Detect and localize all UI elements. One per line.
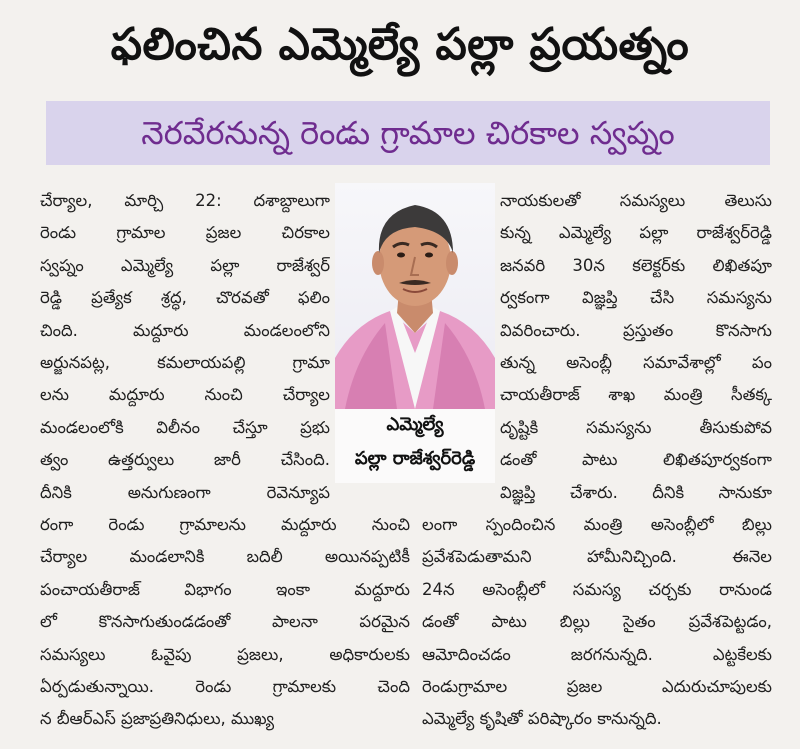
text-line: రెండుగ్రామాల ప్రజల ఎదురుచూపులకు bbox=[422, 676, 772, 696]
text-line: స్వప్నం ఎమ్మెల్యే పల్లా రాజేశ్వర్‌ bbox=[40, 255, 330, 275]
text-line: జనవరి 30న కలెక్టర్‌కు లిఖితపూ bbox=[500, 255, 772, 275]
text-line: కున్న ఎమ్మెల్యే పల్లా రాజేశ్వర్‌రెడ్డి bbox=[500, 223, 772, 243]
text-line: ఎమ్మెల్యే కృషితో పరిష్కారం కానున్నది. bbox=[422, 709, 662, 729]
photo-caption-line1: ఎమ్మెల్యే bbox=[386, 414, 444, 435]
text-line: డంతో పాటు లిఖితపూర్వకంగా bbox=[500, 450, 772, 470]
text-line: పంచాయతీరాజ్‌ విభాగం ఇంకా మద్దూరు bbox=[40, 579, 410, 599]
mla-photo bbox=[335, 183, 495, 409]
text-line: లంగా స్పందించిన మంత్రి అసెంబ్లీలో బిల్లు bbox=[422, 515, 772, 534]
subheadline: నెరవేరనున్న రెండు గ్రామాల చిరకాల స్వప్నం bbox=[141, 114, 675, 152]
text-line: వివరించారు. ప్రస్తుతం కొనసాగు bbox=[500, 320, 772, 340]
text-line: ర్వకంగా విజ్ఞప్తి చేసి సమస్యను bbox=[500, 288, 772, 308]
article-left-column bbox=[40, 185, 330, 509]
text-line: నాయకులతో సమస్యలు తెలుసు bbox=[500, 191, 772, 210]
text-line: అర్జునపట్ల, కమలాయపల్లి గ్రామా bbox=[40, 352, 330, 372]
text-line: ఆమోదించడం జరగనున్నది. ఎట్టకేలకు bbox=[422, 644, 772, 664]
text-line: లను మద్దూరు నుంచి చేర్యాల bbox=[40, 385, 330, 405]
text-line: సమస్యలు ఓవైపు ప్రజలు, అధికారులకు bbox=[40, 644, 410, 664]
mla-portrait-image bbox=[335, 183, 495, 409]
text-line: ప్రవేశపెడుతామని హామీనిచ్చింది. ఈనెల bbox=[422, 547, 772, 567]
text-line: లో కొనసాగుతుండడంతో పాలనా పరమైన bbox=[40, 612, 410, 632]
text-line: చేర్యాల, మార్చి 22: దశాబ్దాలుగా bbox=[40, 191, 330, 210]
text-line: 24న అసెంబ్లీలో సమస్య చర్చకు రానుండ bbox=[422, 579, 772, 599]
text-line: రెడ్డి ప్రత్యేక శ్రద్ధ, చొరవతో ఫలిం bbox=[40, 288, 330, 308]
photo-caption-line2: పల్లా రాజేశ్వర్‌రెడ్డి bbox=[354, 448, 476, 469]
article-right-lower-column bbox=[422, 509, 772, 736]
text-line: ఏర్పడుతున్నాయి. రెండు గ్రామాలకు చెంది bbox=[40, 676, 410, 696]
text-line: చేర్యాల మండలానికి బదిలీ అయినప్పటికీ bbox=[40, 547, 410, 567]
text-line: డంతో పాటు బిల్లు సైతం ప్రవేశపెట్టడం, bbox=[422, 612, 772, 632]
text-line: తున్న అసెంబ్లీ సమావేశాల్లో పం bbox=[500, 352, 772, 372]
text-line: రెండు గ్రామాల ప్రజల చిరకాల bbox=[40, 223, 330, 243]
headline: ఫలించిన ఎమ్మెల్యే పల్లా ప్రయత్నం bbox=[110, 19, 690, 70]
text-line: చాయతీరాజ్‌ శాఖ మంత్రి సీతక్క bbox=[500, 385, 772, 405]
text-line: త్వం ఉత్తర్వులు జారీ చేసింది. bbox=[40, 450, 330, 470]
article-right-column bbox=[500, 185, 772, 509]
text-line: రంగా రెండు గ్రామాలను మద్దూరు నుంచి bbox=[40, 515, 410, 534]
text-line: న బీఆర్‌ఎస్‌ ప్రజాప్రతినిధులు, ముఖ్య bbox=[40, 709, 275, 729]
text-line: మండలంలోకి విలీనం చేస్తూ ప్రభు bbox=[40, 417, 330, 437]
text-line: విజ్ఞప్తి చేశారు. దీనికి సానుకూ bbox=[500, 482, 772, 502]
article-left-lower-column bbox=[40, 509, 410, 736]
text-line: చింది. మద్దూరు మండలంలోని bbox=[40, 320, 330, 340]
text-line: దృష్టికి సమస్యను తీసుకుపోవ bbox=[500, 417, 772, 437]
text-line: దీనికి అనుగుణంగా రెవెన్యూప bbox=[40, 482, 330, 502]
